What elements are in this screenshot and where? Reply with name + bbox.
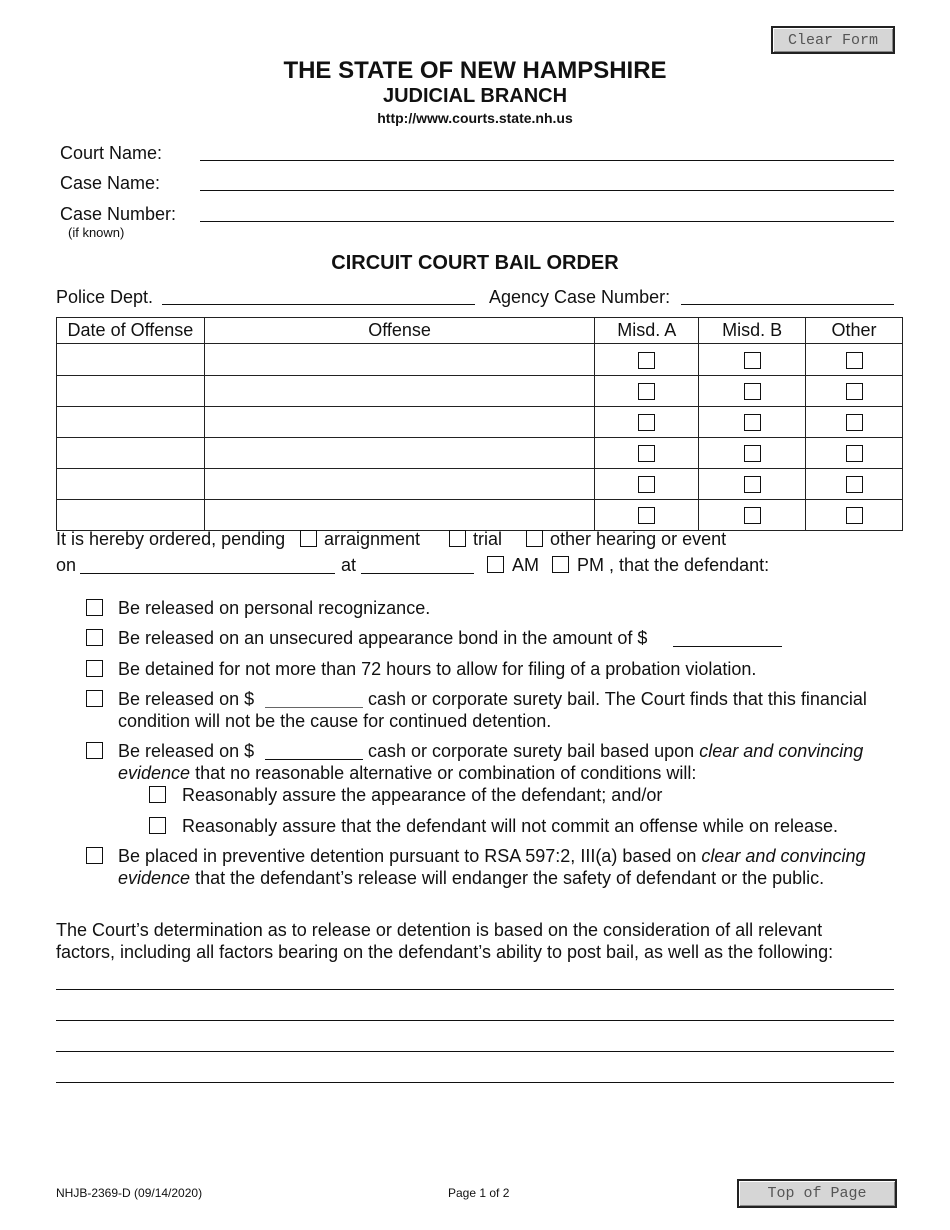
misd-a-checkbox[interactable] — [638, 414, 655, 431]
table-row — [57, 438, 903, 469]
determination-text-line1: The Court’s determination as to release or detention is based on the consideration of all relevant — [56, 920, 823, 940]
case-number-field[interactable] — [200, 221, 894, 222]
form-id: NHJB-2369-D (09/14/2020) — [56, 1186, 203, 1200]
clear-bail-text-line2 — [118, 762, 696, 784]
date-of-offense-cell[interactable] — [57, 469, 205, 500]
pm-checkbox[interactable] — [552, 556, 569, 573]
column-header: Misd. A — [595, 318, 699, 344]
agency-case-number-label: Agency Case Number: — [489, 287, 671, 307]
offense-cell[interactable] — [204, 344, 594, 376]
misd-b-checkbox[interactable] — [744, 445, 761, 462]
column-header: Other — [806, 318, 903, 344]
page-number: Page 1 of 2 — [448, 1186, 510, 1200]
offense-cell[interactable] — [204, 407, 594, 438]
agency-case-number-field[interactable] — [681, 304, 894, 305]
table-row — [57, 500, 903, 531]
am-checkbox[interactable] — [487, 556, 504, 573]
table-row — [57, 469, 903, 500]
clear-bail-italic: clear and convincing — [699, 741, 864, 761]
cash-bail-checkbox[interactable] — [86, 690, 103, 707]
cash-bail-text: cash or corporate surety bail. The Court finds that this financial — [368, 689, 867, 709]
court-name-field[interactable] — [200, 160, 894, 161]
preventive-line2-main: that the defendant’s release will endanger the safety of defendant or the public. — [195, 868, 825, 888]
clear-bail-line2-main: that no reasonable alternative or combination of conditions will: — [195, 763, 697, 783]
date-of-offense-cell[interactable] — [57, 407, 205, 438]
table-row — [57, 344, 903, 376]
offense-cell[interactable] — [204, 469, 594, 500]
determination-text-line2: factors, including all factors bearing on the defendant’s ability to post bail, as well as the following: — [56, 942, 834, 962]
form-title: CIRCUIT COURT BAIL ORDER — [331, 252, 619, 274]
case-name-label: Case Name: — [60, 173, 161, 193]
offense-cell[interactable] — [204, 438, 594, 469]
column-header: Offense — [204, 318, 594, 344]
hearing-date-field[interactable] — [80, 573, 335, 574]
column-header: Date of Offense — [57, 318, 205, 344]
unsecured-bond-checkbox[interactable] — [86, 629, 103, 646]
assure-appearance-checkbox[interactable] — [149, 786, 166, 803]
other-checkbox[interactable] — [846, 445, 863, 462]
misd-b-checkbox[interactable] — [744, 414, 761, 431]
at-label: at — [341, 555, 357, 575]
on-label: on — [56, 555, 77, 575]
misd-a-checkbox[interactable] — [638, 383, 655, 400]
other-checkbox[interactable] — [846, 476, 863, 493]
misd-b-checkbox[interactable] — [744, 507, 761, 524]
assure-appearance-text: Reasonably assure the appearance of the defendant; and/or — [182, 785, 663, 805]
determination-line-2[interactable] — [56, 1020, 894, 1021]
preventive-detention-checkbox[interactable] — [86, 847, 103, 864]
column-header: Misd. B — [699, 318, 806, 344]
police-dept-field[interactable] — [162, 304, 475, 305]
branch-heading: JUDICIAL BRANCH — [382, 85, 568, 107]
unsecured-bond-text: Be released on an unsecured appearance bond in the amount of $ — [118, 628, 648, 648]
if-known-note: (if known) — [68, 225, 125, 240]
top-of-page-button[interactable]: Top of Page — [737, 1179, 897, 1208]
other-hearing-checkbox[interactable] — [526, 530, 543, 547]
trial-checkbox[interactable] — [449, 530, 466, 547]
date-of-offense-cell[interactable] — [57, 376, 205, 407]
other-checkbox[interactable] — [846, 383, 863, 400]
personal-recognizance-text: Be released on personal recognizance. — [118, 598, 431, 618]
date-of-offense-cell[interactable] — [57, 438, 205, 469]
other-checkbox[interactable] — [846, 507, 863, 524]
misd-a-checkbox[interactable] — [638, 476, 655, 493]
clear-bail-text — [368, 740, 863, 762]
state-heading: THE STATE OF NEW HAMPSHIRE — [283, 57, 667, 84]
hearing-time-field[interactable] — [361, 573, 474, 574]
pending-label: It is hereby ordered, pending — [56, 529, 286, 549]
clear-bail-prefix: Be released on $ — [118, 741, 255, 761]
clear-form-button[interactable]: Clear Form — [771, 26, 895, 54]
misd-b-checkbox[interactable] — [744, 352, 761, 369]
am-label: AM — [512, 555, 539, 575]
cash-bail-amount-field[interactable] — [265, 707, 363, 708]
preventive-line2-italic: evidence — [118, 868, 191, 888]
clear-bail-amount-field[interactable] — [265, 759, 363, 760]
misd-a-checkbox[interactable] — [638, 507, 655, 524]
misd-a-checkbox[interactable] — [638, 445, 655, 462]
assure-no-offense-text: Reasonably assure that the defendant will not commit an offense while on release. — [182, 816, 839, 836]
clear-bail-text-main: cash or corporate surety bail based upon — [368, 741, 695, 761]
offense-table-header — [57, 318, 903, 344]
arraignment-label: arraignment — [324, 529, 421, 549]
other-checkbox[interactable] — [846, 352, 863, 369]
court-url: http://www.courts.state.nh.us — [377, 110, 573, 126]
detained-72-text: Be detained for not more than 72 hours to allow for filing of a probation violation. — [118, 659, 757, 679]
preventive-detention-text-line2 — [118, 867, 824, 889]
offense-cell[interactable] — [204, 376, 594, 407]
assure-no-offense-checkbox[interactable] — [149, 817, 166, 834]
table-row — [57, 407, 903, 438]
pm-label: PM , that the defendant: — [577, 555, 770, 575]
preventive-detention-text — [118, 845, 866, 867]
arraignment-checkbox[interactable] — [300, 530, 317, 547]
court-name-label: Court Name: — [60, 143, 163, 163]
determination-line-4[interactable] — [56, 1082, 894, 1083]
misd-a-checkbox[interactable] — [638, 352, 655, 369]
date-of-offense-cell[interactable] — [57, 344, 205, 376]
preventive-italic: clear and convincing — [701, 846, 866, 866]
trial-label: trial — [473, 529, 503, 549]
case-name-field[interactable] — [200, 190, 894, 191]
preventive-text-main: Be placed in preventive detention pursuant to RSA 597:2, III(a) based on — [118, 846, 697, 866]
determination-line-1[interactable] — [56, 989, 894, 990]
clear-convincing-bail-checkbox[interactable] — [86, 742, 103, 759]
misd-b-checkbox[interactable] — [744, 476, 761, 493]
unsecured-bond-amount-field[interactable] — [673, 646, 782, 647]
case-number-label: Case Number: — [60, 204, 177, 224]
cash-bail-text-line2: condition will not be the cause for continued detention. — [118, 711, 552, 731]
other-checkbox[interactable] — [846, 414, 863, 431]
detained-72-checkbox[interactable] — [86, 660, 103, 677]
other-hearing-label: other hearing or event — [550, 529, 727, 549]
offense-table — [56, 317, 903, 531]
personal-recognizance-checkbox[interactable] — [86, 599, 103, 616]
cash-bail-prefix: Be released on $ — [118, 689, 255, 709]
date-of-offense-cell[interactable] — [57, 500, 205, 531]
clear-bail-line2-italic: evidence — [118, 763, 191, 783]
misd-b-checkbox[interactable] — [744, 383, 761, 400]
table-row — [57, 376, 903, 407]
police-dept-label: Police Dept. — [56, 287, 154, 307]
determination-line-3[interactable] — [56, 1051, 894, 1052]
offense-cell[interactable] — [204, 500, 594, 531]
